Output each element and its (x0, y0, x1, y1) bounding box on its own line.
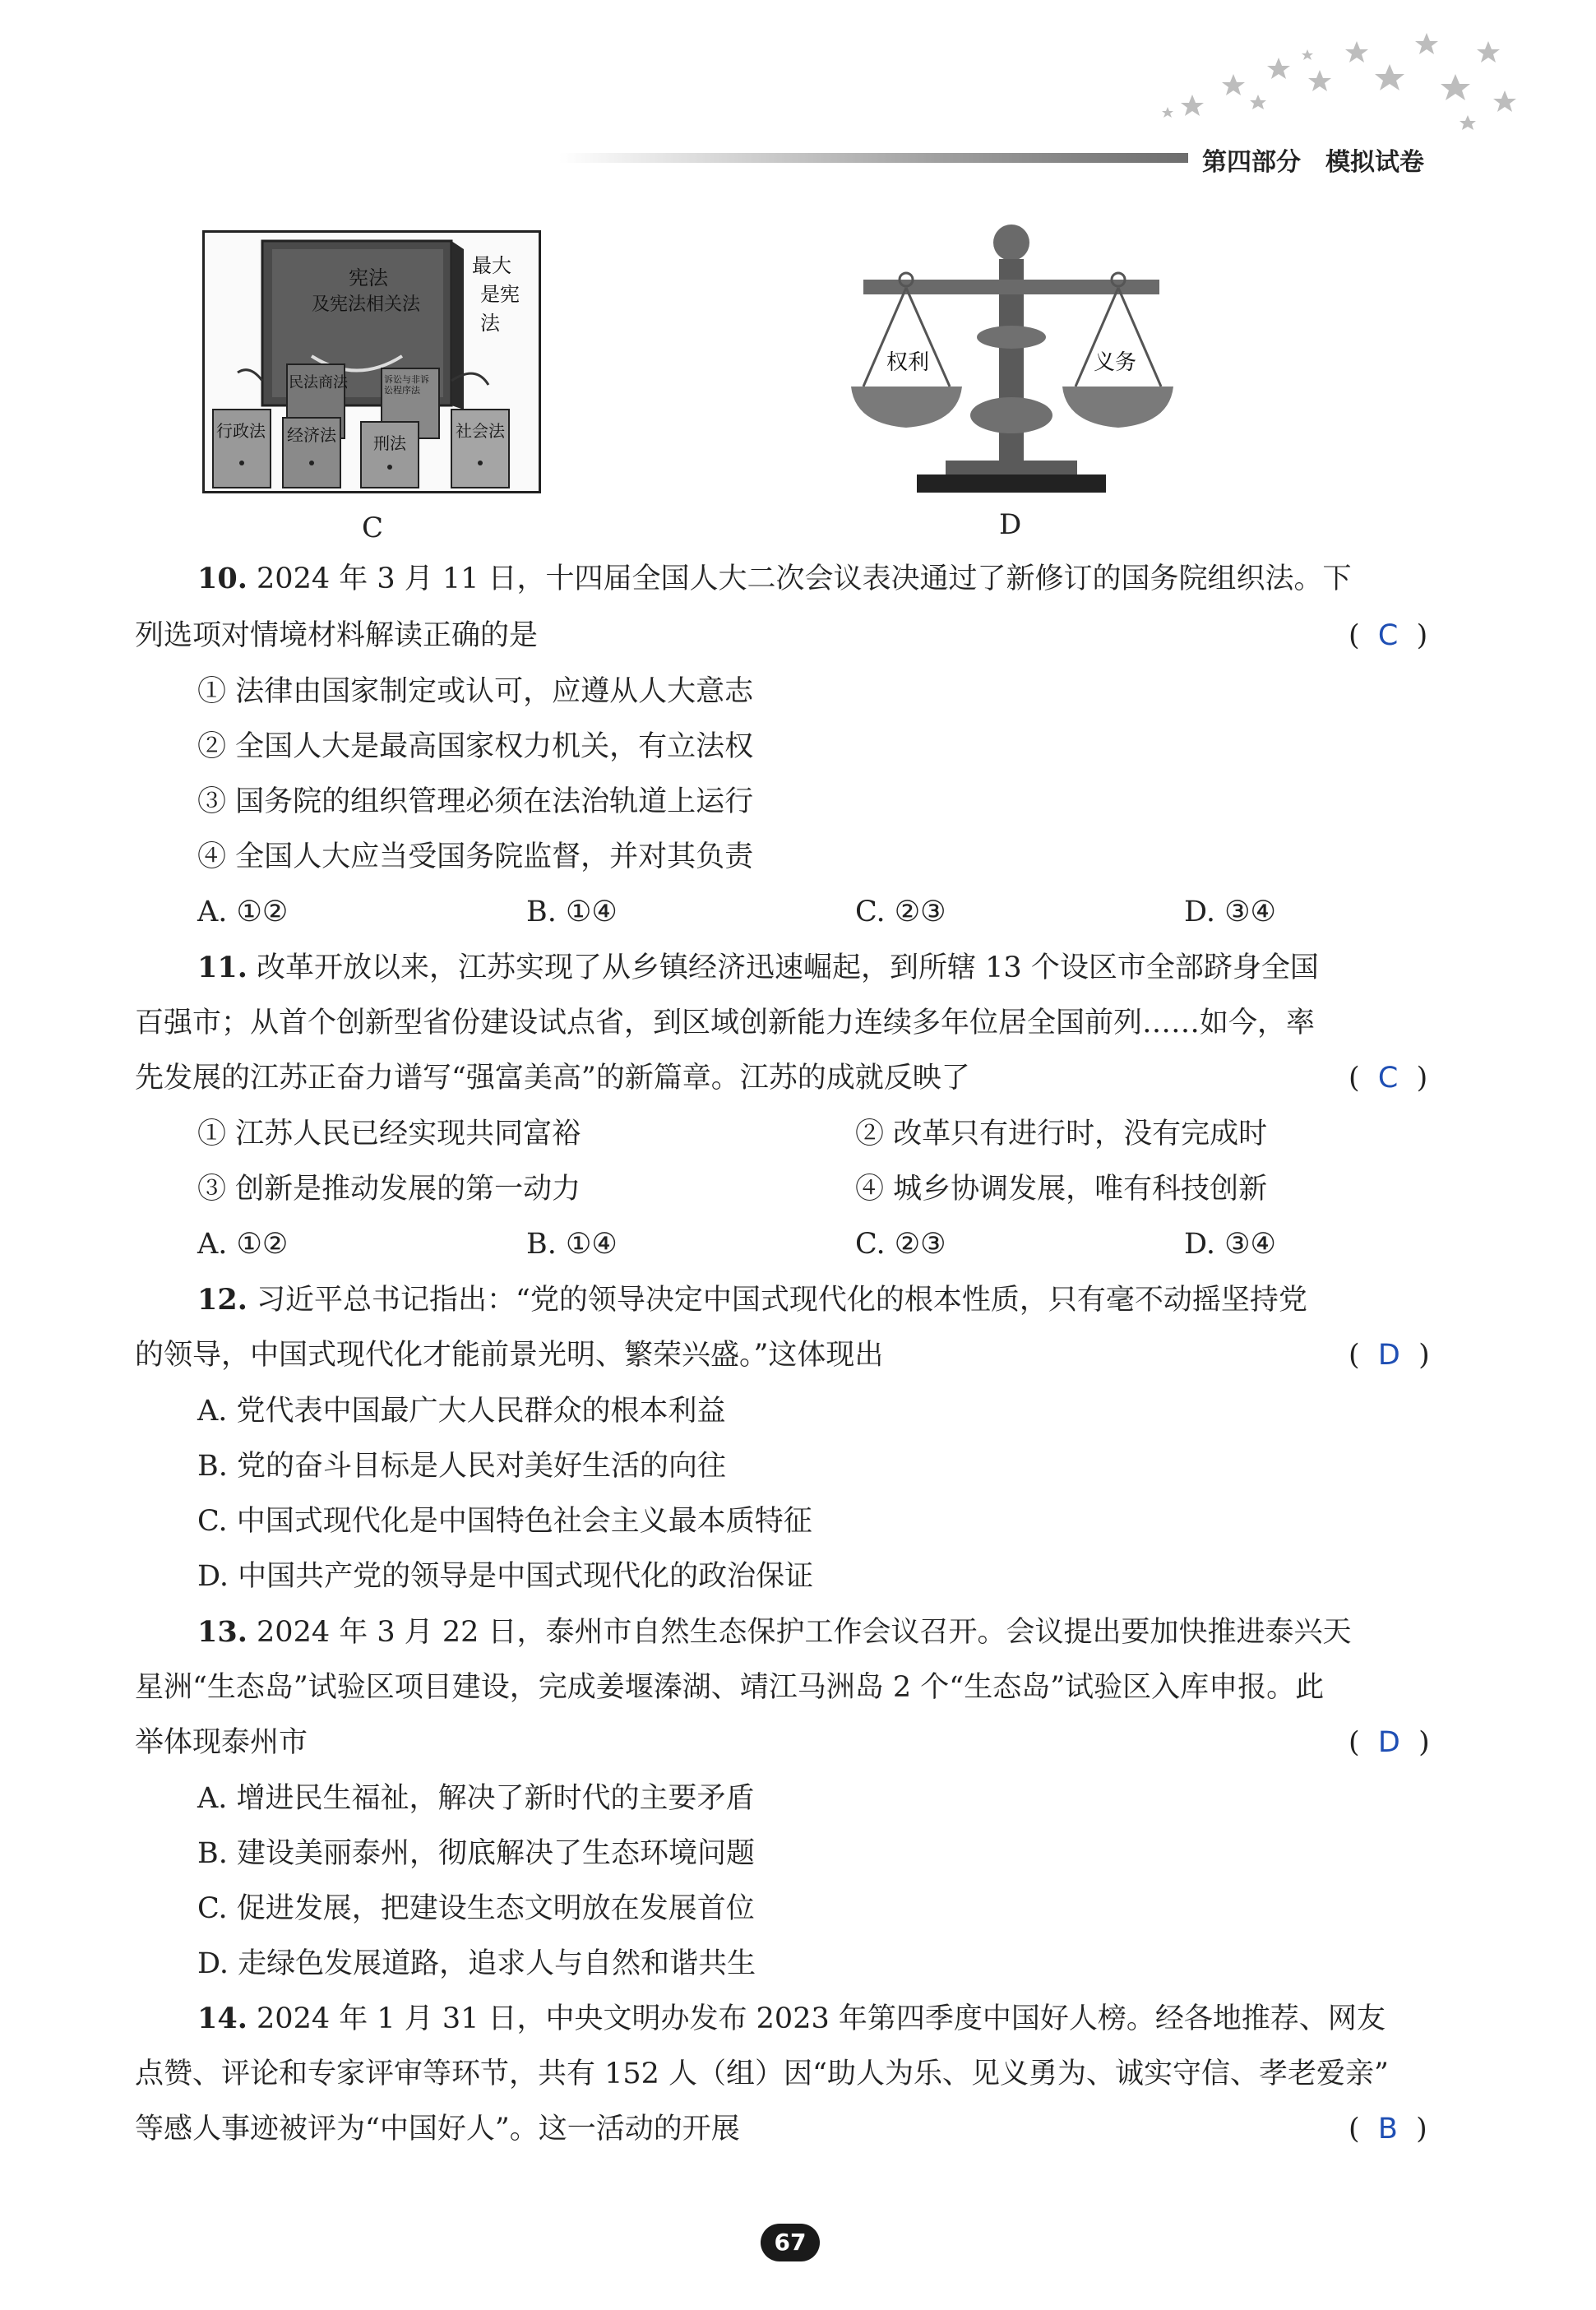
q14-answer: ( B ) (1349, 2113, 1427, 2146)
q11-statement-4: ④ 城乡协调发展，唯有科技创新 (855, 1173, 1268, 1206)
q11-option-c: C. ②③ (855, 1228, 946, 1261)
q11-answer: ( C ) (1349, 1062, 1428, 1095)
q13-option-d: D. 走绿色发展道路，追求人与自然和谐共生 (197, 1947, 756, 1980)
q13-option-c: C. 促进发展，把建设生态文明放在发展首位 (197, 1892, 755, 1925)
q10-line-1 (197, 561, 1352, 597)
q11-option-a: A. ①② (197, 1228, 289, 1261)
figure-c-caption: C (362, 512, 384, 544)
q12-option-a: A. 党代表中国最广大人民群众的根本利益 (197, 1395, 726, 1428)
figure-c-cartoon (202, 230, 541, 493)
q11-line-3: 先发展的江苏正奋力谱写“强富美高”的新篇章。江苏的成就反映了 (135, 1062, 970, 1095)
q14-number: 14. (197, 2002, 247, 2035)
q13-line-1 (197, 1614, 1352, 1650)
q10-option-b: B. ①④ (526, 896, 618, 928)
q10-option-a: A. ①② (197, 896, 289, 928)
q11-option-b: B. ①④ (526, 1228, 618, 1261)
q13-line-3: 举体现泰州市 (135, 1726, 308, 1759)
q12-line-1 (197, 1282, 1307, 1318)
q11-statement-2: ② 改革只有进行时，没有完成时 (855, 1118, 1268, 1150)
q14-line-3: 等感人事迹被评为“中国好人”。这一活动的开展 (135, 2113, 740, 2146)
q10-option-d: D. ③④ (1184, 896, 1276, 928)
q13-option-b: B. 建设美丽泰州，彻底解决了生态环境问题 (197, 1837, 755, 1870)
q10-answer: ( C ) (1349, 619, 1428, 652)
q14-line-2: 点赞、评论和专家评审等环节，共有 152 人（组）因“助人为乐、见义勇为、诚实守信、孝老爱亲” (135, 2058, 1389, 2090)
q13-number: 13. (197, 1615, 247, 1649)
q13-answer-letter: D (1377, 1726, 1400, 1759)
q14-answer-letter: B (1377, 2113, 1398, 2146)
q11-answer-letter: C (1377, 1062, 1399, 1095)
q11-option-d: D. ③④ (1184, 1228, 1276, 1261)
page-number: 67 (761, 2224, 820, 2261)
section-label: 第四部分 模拟试卷 (1202, 148, 1424, 177)
q10-statement-1: ① 法律由国家制定或认可，应遵从人大意志 (197, 675, 754, 708)
header-rule (559, 153, 1188, 163)
figure-d-right-label: 义务 (1094, 350, 1137, 375)
header-stars-decoration (1143, 25, 1538, 140)
q12-answer-letter: D (1377, 1339, 1400, 1372)
q11-statement-1: ① 江苏人民已经实现共同富裕 (197, 1118, 581, 1150)
q11-line-2: 百强市；从首个创新型省份建设试点省，到区域创新能力连续多年位居全国前列……如今，率 (135, 1007, 1316, 1039)
q13-answer: ( D ) (1349, 1726, 1430, 1759)
q12-text-1: 习近平总书记指出：“党的领导决定中国式现代化的根本性质，只有毫不动摇坚持党 (247, 1284, 1307, 1317)
figure-c-text-shehuifa: 社会法 (456, 421, 505, 441)
figure-d-left-label: 权利 (886, 350, 930, 375)
figure-c-text-susongfa: 诉讼与非诉讼程序法 (384, 374, 429, 396)
figure-c-text-xingzhengfa: 行政法 (216, 421, 266, 441)
figure-c-text-xingfa: 刑法 (373, 433, 406, 453)
figure-c-text-xianfa: 宪法 (349, 266, 388, 289)
figure-c-text-xiangguanfa: 及宪法相关法 (312, 294, 421, 315)
figure-c-text-jingjifa: 经济法 (287, 425, 336, 445)
q11-number: 11. (197, 951, 247, 984)
figure-d-caption: D (999, 508, 1022, 541)
q13-line-2: 星洲“生态岛”试验区项目建设，完成姜堰溱湖、靖江马洲岛 2 个“生态岛”试验区入库申报。此 (135, 1671, 1325, 1704)
q13-text-1: 2024 年 3 月 22 日，泰州市自然生态保护工作会议召开。会议提出要加快推进泰兴天 (247, 1616, 1352, 1649)
q12-answer: ( D ) (1349, 1339, 1430, 1372)
q10-answer-letter: C (1377, 619, 1399, 652)
figure-c-text-minfa: 民法商法 (289, 374, 348, 391)
q12-option-d: D. 中国共产党的领导是中国式现代化的政治保证 (197, 1560, 814, 1593)
q10-statement-3: ③ 国务院的组织管理必须在法治轨道上运行 (197, 785, 754, 818)
figure-c-text-shixianfa: 是宪法 (480, 283, 520, 335)
q10-option-c: C. ②③ (855, 896, 946, 928)
q12-option-c: C. 中国式现代化是中国特色社会主义最本质特征 (197, 1505, 812, 1538)
q12-number: 12. (197, 1283, 247, 1317)
q10-statement-4: ④ 全国人大应当受国务院监督，并对其负责 (197, 840, 754, 873)
figure-c-text-zuida: 最大 (472, 254, 511, 277)
q12-option-b: B. 党的奋斗目标是人民对美好生活的向往 (197, 1450, 726, 1483)
q11-text-1: 改革开放以来，江苏实现了从乡镇经济迅速崛起，到所辖 13 个设区市全部跻身全国 (247, 951, 1319, 984)
q10-text-1: 2024 年 3 月 11 日，十四届全国人大二次会议表决通过了新修订的国务院组织法。下 (247, 562, 1352, 595)
q12-line-2: 的领导，中国式现代化才能前景光明、繁荣兴盛。”这体现出 (135, 1339, 884, 1372)
q13-option-a: A. 增进民生福祉，解决了新时代的主要矛盾 (197, 1782, 755, 1815)
q11-line-1 (197, 950, 1319, 986)
q14-line-1 (197, 2001, 1386, 2037)
q10-line-2: 列选项对情境材料解读正确的是 (135, 619, 539, 652)
q14-text-1: 2024 年 1 月 31 日，中央文明办发布 2023 年第四季度中国好人榜。经各地推荐、网友 (247, 2002, 1386, 2035)
q11-statement-3: ③ 创新是推动发展的第一动力 (197, 1173, 581, 1206)
q10-number: 10. (197, 562, 247, 595)
q10-statement-2: ② 全国人大是最高国家权力机关，有立法权 (197, 730, 754, 763)
